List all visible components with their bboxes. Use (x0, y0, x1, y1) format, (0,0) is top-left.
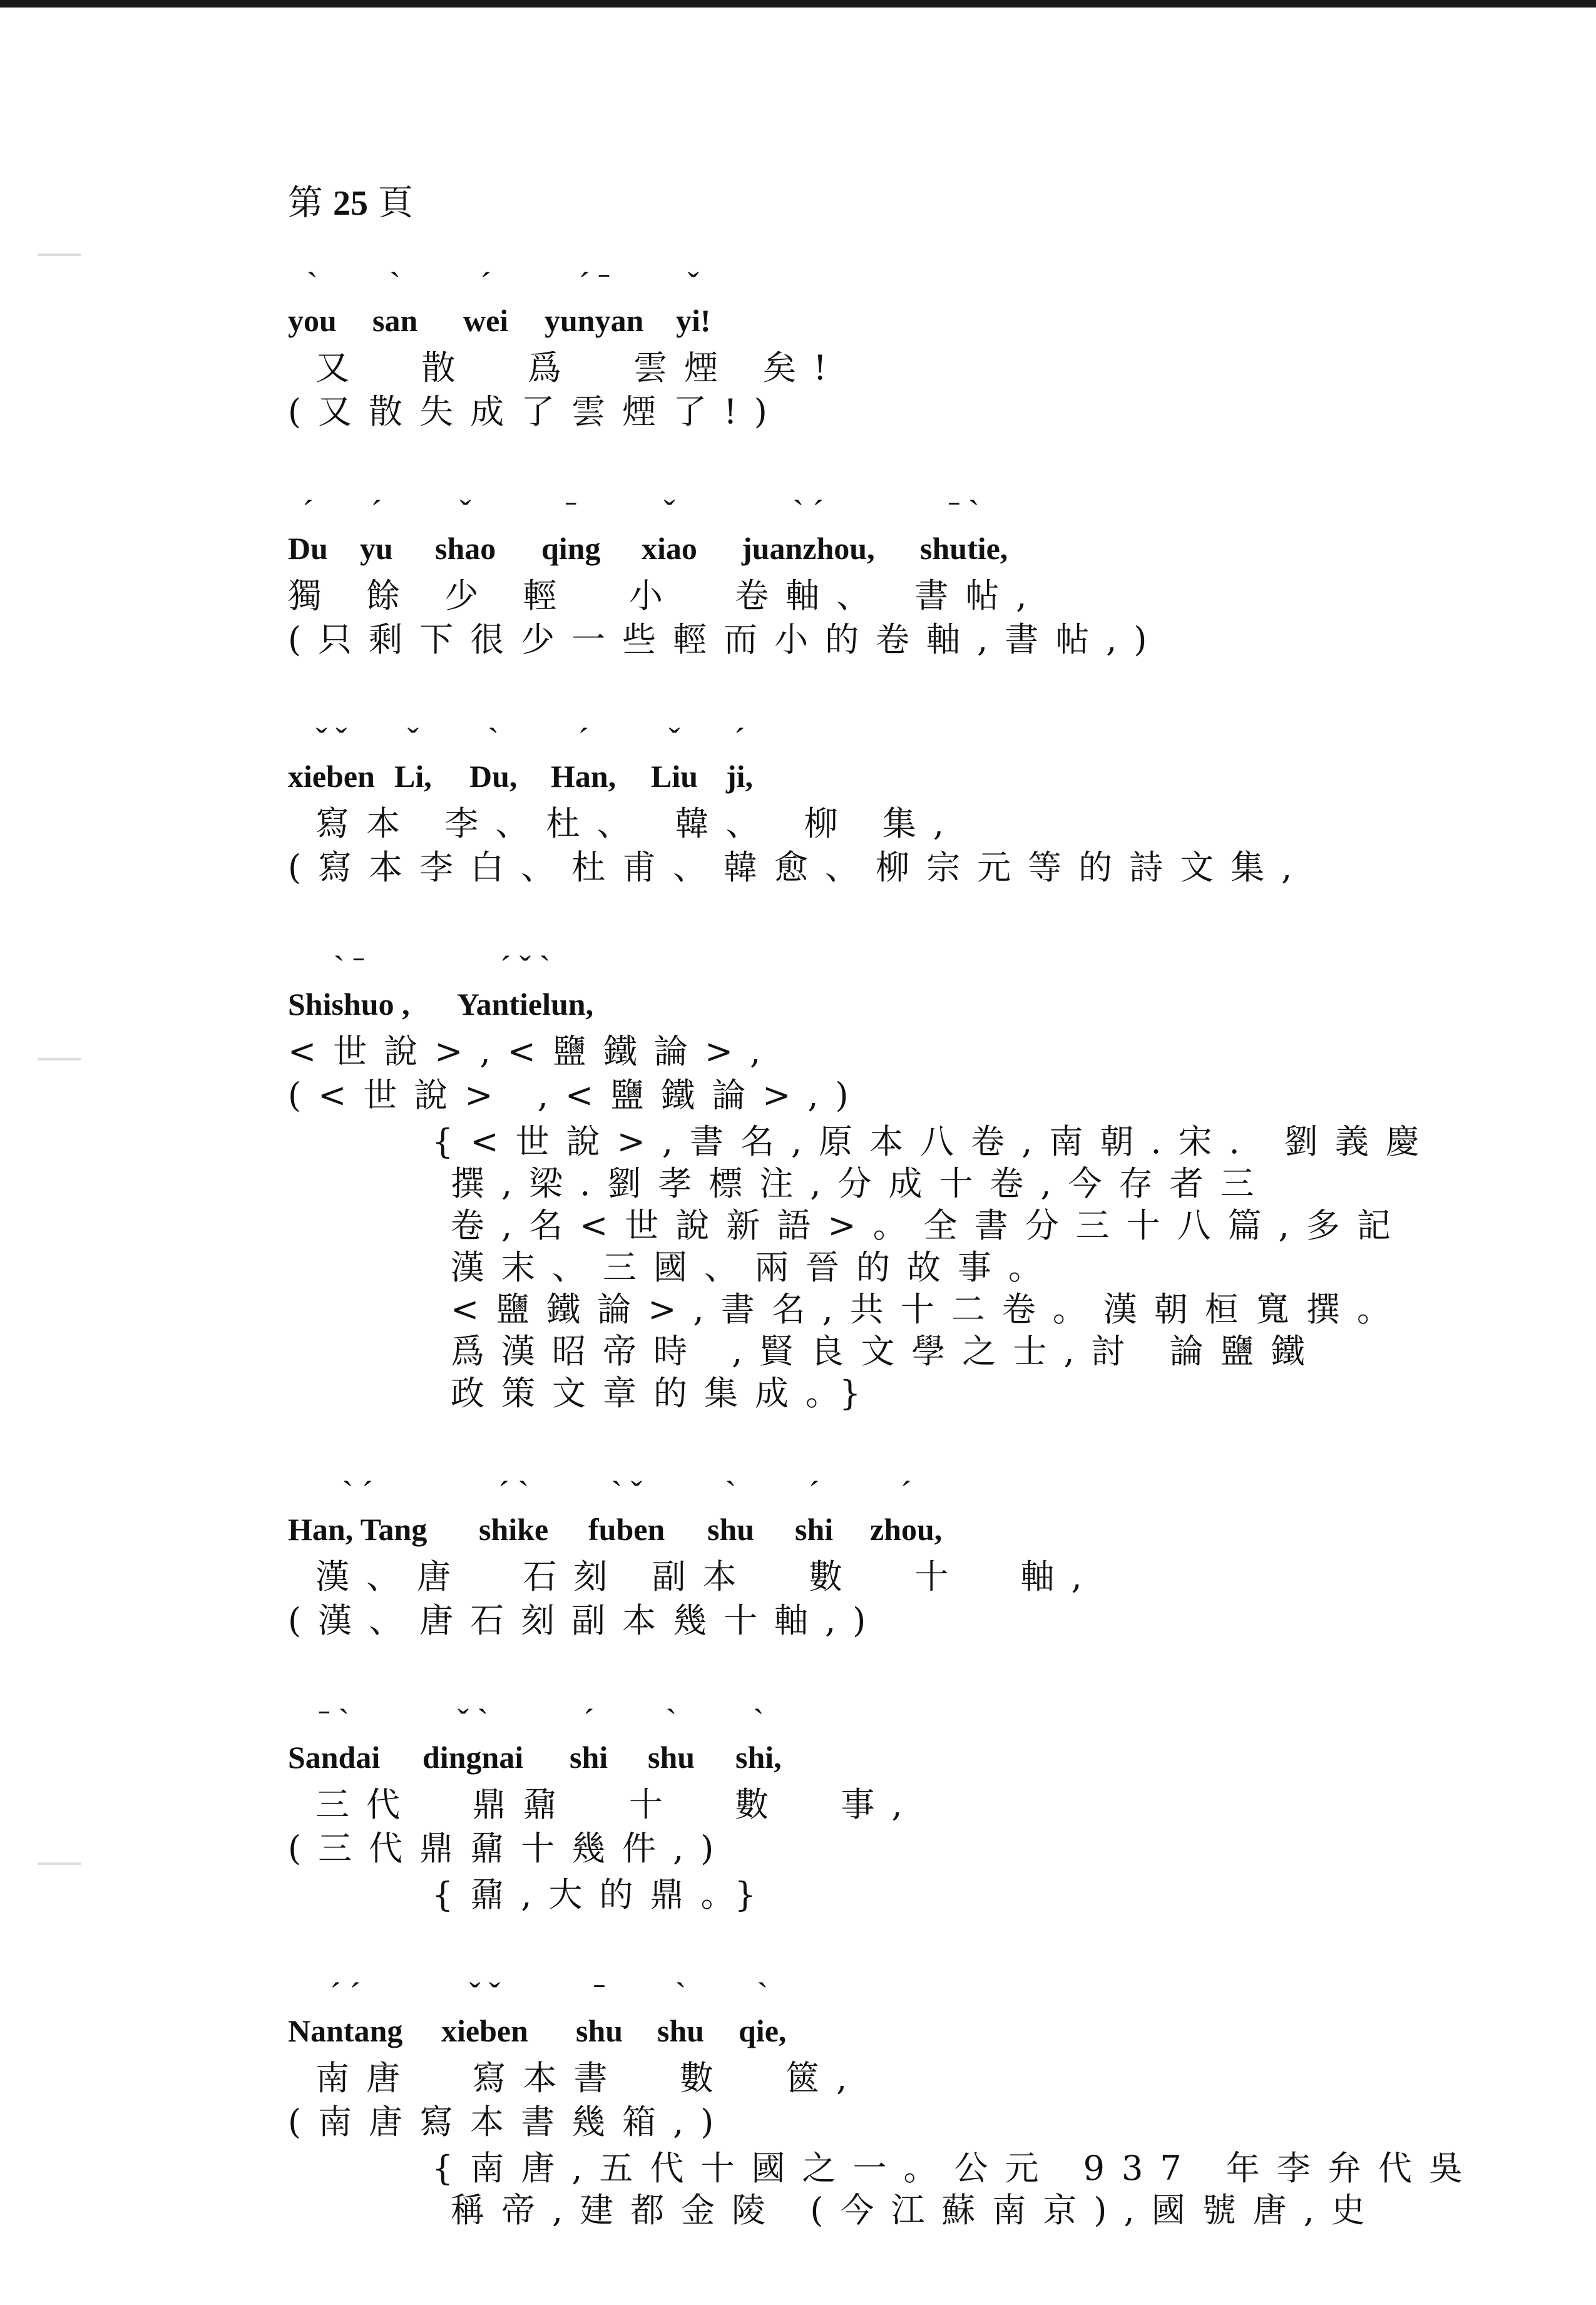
chinese-text-line: 又 散 爲 雲煙 矣! (288, 348, 844, 388)
page-number: 25 (333, 184, 368, 223)
pinyin-word (642, 493, 697, 566)
tone-mark: ˊ (578, 721, 590, 759)
pinyin-text: qie, (739, 2013, 787, 2048)
pinyin-word (570, 1702, 608, 1775)
pinyin-word (288, 949, 410, 1022)
pinyin-text: ji, (726, 759, 754, 794)
chinese-text-line: 漢、唐 石刻 副本 數 十 軸, (288, 1557, 1099, 1596)
tone-mark: ˋ (306, 265, 318, 303)
page-title-suffix: 頁 (378, 183, 413, 223)
tone-mark: ˇ (459, 493, 471, 531)
pinyin-text: shike (479, 1512, 549, 1547)
tone-mark: ˇ (407, 721, 419, 759)
tone-mark: ˉ (565, 493, 577, 531)
pinyin-text: zhou, (870, 1512, 943, 1547)
pinyin-text: san (372, 303, 418, 338)
chinese-text-line: 三代 鼎鼐 十 數 事, (288, 1785, 919, 1824)
translation-line: (寫本李白、杜甫、韓愈、柳宗元等的詩文集, (288, 848, 1309, 887)
pinyin-line (288, 721, 1352, 803)
pinyin-word (372, 265, 418, 338)
pinyin-text: shu (657, 2013, 705, 2048)
verse-block (288, 721, 1352, 889)
pinyin-text: Li, (394, 759, 432, 794)
pinyin-word (441, 1976, 528, 2048)
pinyin-word (588, 1474, 665, 1547)
verse-list (288, 265, 1480, 2231)
pinyin-word (463, 265, 509, 338)
pinyin-text: Du (288, 531, 328, 566)
pinyin-word (742, 493, 875, 566)
pinyin-text: you (288, 303, 337, 338)
verse-block (288, 1976, 1480, 2231)
pinyin-word (676, 265, 711, 338)
tone-mark: ˇ (668, 721, 680, 759)
tone-mark: ˇ ˋ (457, 1702, 489, 1740)
pinyin-line (288, 493, 1352, 575)
pinyin-text: shu (576, 2013, 623, 2048)
pinyin-text: shu (707, 1512, 755, 1547)
punch-hole-mark (38, 254, 81, 256)
tone-mark: ˋ (752, 1702, 764, 1740)
tone-mark: ˉ ˋ (318, 1702, 350, 1740)
tone-mark: ˉ (593, 1976, 605, 2013)
pinyin-word (648, 1702, 695, 1775)
pinyin-word (545, 265, 644, 338)
tone-mark: ˋ (725, 1474, 737, 1512)
pinyin-text: xieben (441, 2013, 528, 2048)
chinese-text-line: <世說>,<鹽鐵論>, (288, 1032, 778, 1071)
pinyin-word (457, 949, 594, 1022)
pinyin-text: Shishuo , (288, 987, 410, 1022)
tone-mark: ˉ ˋ (948, 493, 980, 531)
pinyin-word (735, 1702, 782, 1775)
pinyin-word (651, 721, 698, 794)
tone-mark: ˋ (675, 1976, 687, 2013)
pinyin-word (288, 265, 337, 338)
pinyin-text: qing (541, 531, 601, 566)
page-title-prefix: 第 (288, 183, 323, 223)
pinyin-text: juanzhou, (742, 531, 875, 566)
pinyin-text: shi (570, 1740, 608, 1775)
pinyin-text: dingnai (422, 1740, 524, 1775)
tone-mark: ˇ (687, 265, 699, 303)
annotation-line: 漢末、三國、兩晉的故事。 (451, 1248, 1059, 1287)
pinyin-word (576, 1976, 623, 2048)
pinyin-word (288, 493, 328, 566)
translation-line: (又散失成了雲煙了!) (288, 392, 784, 431)
tone-mark: ˇ (663, 493, 675, 531)
tone-mark: ˊ (583, 1702, 595, 1740)
tone-mark: ˋ ˉ (333, 949, 365, 987)
pinyin-text: xieben (288, 759, 375, 794)
annotation-note (432, 1874, 1352, 1916)
verse-block (288, 949, 1436, 1414)
tone-mark: ˊ ˉ (578, 265, 610, 303)
pinyin-word (795, 1474, 834, 1547)
pinyin-text: Du, (469, 759, 518, 794)
tone-mark: ˋ (665, 1702, 677, 1740)
pinyin-text: yu (360, 531, 393, 566)
pinyin-word (870, 1474, 943, 1547)
scan-top-edge (0, 0, 1596, 8)
tone-mark: ˋ (757, 1976, 769, 2013)
verse-block (288, 1702, 1352, 1916)
tone-mark: ˇ ˇ (469, 1976, 501, 2013)
pinyin-text: shutie, (920, 531, 1008, 566)
pinyin-text: shu (648, 1740, 695, 1775)
pinyin-word (920, 493, 1008, 566)
verse-block (288, 1474, 1352, 1642)
chinese-text-line: 寫本 李、杜、 韓、 柳 集, (288, 804, 961, 843)
chinese-text-line: 獨 餘 少 輕 小 卷軸、 書帖, (288, 576, 1044, 615)
tone-mark: ˊ (900, 1474, 912, 1512)
annotation-line: 政策文章的集成。} (451, 1373, 878, 1413)
tone-mark: ˇ ˇ (315, 721, 347, 759)
pinyin-word (739, 1976, 787, 2048)
annotation-line: 稱帝,建都金陵 (今江蘇南京),國號唐,史 (451, 2190, 1382, 2230)
tone-mark: ˊ (480, 265, 492, 303)
pinyin-text: wei (463, 303, 509, 338)
pinyin-text: shi (795, 1512, 834, 1547)
pinyin-text: Liu (651, 759, 698, 794)
pinyin-text: Yantielun, (457, 987, 594, 1022)
tone-mark: ˊ (808, 1474, 820, 1512)
pinyin-word (479, 1474, 549, 1547)
pinyin-line (288, 1702, 1352, 1784)
translation-line: (南唐寫本書幾箱,) (288, 2102, 731, 2142)
annotation-line: 爲漢昭帝時 ,賢良文學之士,討 論鹽鐵 (451, 1332, 1322, 1371)
pinyin-word (288, 1976, 403, 2048)
pinyin-text: shi, (735, 1740, 782, 1775)
pinyin-text: yunyan (545, 303, 644, 338)
annotation-line: <鹽鐵論>,書名,共十二卷。漢朝桓寬撰。 (451, 1290, 1408, 1329)
pinyin-word (469, 721, 518, 794)
translation-line: (<世說> ,<鹽鐵論>,) (288, 1075, 866, 1115)
pinyin-text: Han, Tang (288, 1512, 427, 1547)
pinyin-line (288, 265, 1352, 347)
verse-block (288, 493, 1352, 661)
pinyin-line (288, 949, 1352, 1030)
pinyin-word (422, 1702, 524, 1775)
pinyin-word (707, 1474, 755, 1547)
pinyin-word (288, 1702, 381, 1775)
pinyin-text: Han, (551, 759, 616, 794)
pinyin-word (288, 721, 375, 794)
pinyin-text: Sandai (288, 1740, 381, 1775)
verse-block (288, 265, 1352, 433)
pinyin-word (288, 1474, 427, 1547)
pinyin-word (360, 493, 393, 566)
annotation-line: 撰,梁.劉孝標注,分成十卷,今存者三 (451, 1164, 1271, 1203)
tone-mark: ˊ ˇ ˋ (499, 949, 551, 987)
pinyin-line (288, 1474, 1352, 1556)
tone-mark: ˊ (371, 493, 382, 531)
tone-mark: ˋ ˊ (792, 493, 824, 531)
annotation-note (432, 1121, 1436, 1414)
pinyin-text: xiao (642, 531, 697, 566)
annotation-line: 卷,名<世說新語>。全書分三十八篇,多記 (451, 1206, 1408, 1245)
tone-mark: ˊ ˋ (498, 1474, 529, 1512)
annotation-line: {鼐,大的鼎。} (432, 1875, 773, 1914)
document-page (288, 182, 1480, 2305)
pinyin-word (726, 721, 754, 794)
annotation-note (432, 2147, 1480, 2231)
page-title (288, 182, 1352, 225)
translation-line: (三代鼎鼐十幾件,) (288, 1829, 731, 1868)
annotation-line: {南唐,五代十國之一。公元 937 年李弁代吳 (432, 2148, 1480, 2188)
pinyin-word (541, 493, 601, 566)
translation-line: (漢、唐石刻副本幾十軸,) (288, 1601, 883, 1640)
tone-mark: ˋ (488, 721, 499, 759)
pinyin-text: yi! (676, 303, 711, 338)
tone-mark: ˋ ˊ (342, 1474, 373, 1512)
pinyin-text: shao (435, 531, 496, 566)
pinyin-word (435, 493, 496, 566)
tone-mark: ˋ ˇ (611, 1474, 642, 1512)
punch-hole-mark (38, 1862, 81, 1865)
chinese-text-line: 南唐 寫本書 數 篋, (288, 2058, 864, 2098)
pinyin-word (551, 721, 616, 794)
tone-mark: ˊ ˊ (329, 1976, 361, 2013)
translation-line: (只剩下很少一些輕而小的卷軸,書帖,) (288, 620, 1164, 659)
pinyin-word (657, 1976, 705, 2048)
tone-mark: ˊ (302, 493, 314, 531)
pinyin-text: Nantang (288, 2013, 403, 2048)
punch-hole-mark (38, 1058, 81, 1060)
annotation-line: {<世說>,書名,原本八卷,南朝.宋. 劉義慶 (432, 1122, 1436, 1161)
pinyin-word (394, 721, 432, 794)
tone-mark: ˋ (389, 265, 401, 303)
tone-mark: ˊ (734, 721, 745, 759)
pinyin-line (288, 1976, 1352, 2057)
pinyin-text: fuben (588, 1512, 665, 1547)
